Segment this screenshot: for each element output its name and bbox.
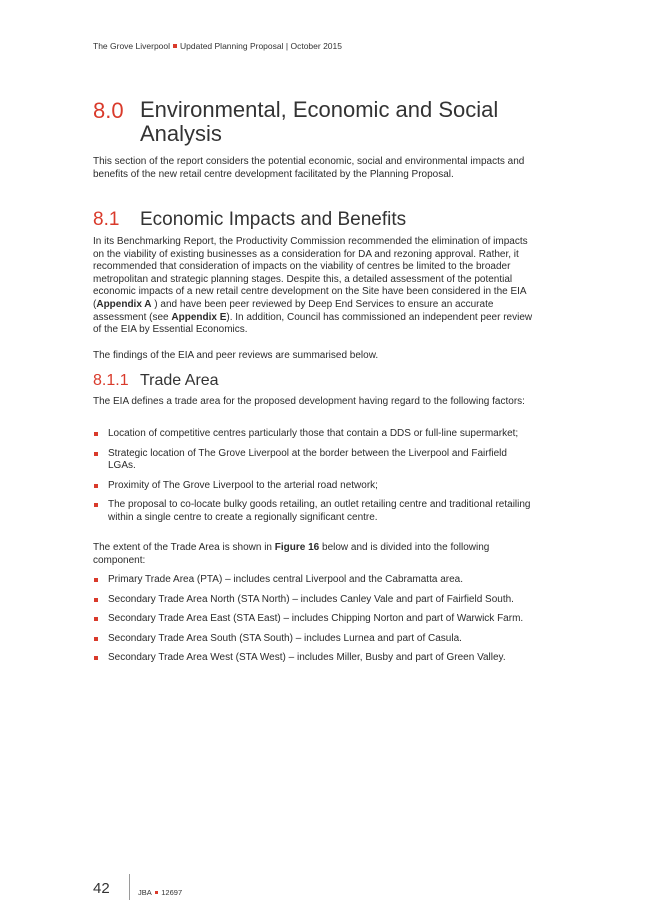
bullet-square-icon — [94, 432, 98, 436]
footer-divider — [129, 874, 130, 900]
bullet-square-icon — [94, 503, 98, 507]
page-number: 42 — [93, 880, 110, 897]
bullet-square-icon — [94, 578, 98, 582]
header-doc-title: The Grove Liverpool — [93, 41, 171, 51]
bullet-square-icon — [94, 484, 98, 488]
appendix-a-ref: Appendix A — [96, 298, 152, 310]
list-item-text: Strategic location of The Grove Liverpool at the border between the Liverpool and Fairfield LGAs. — [108, 447, 507, 472]
section-number: 8.0 — [93, 98, 124, 123]
list-item-text: Location of competitive centres particularly those that contain a DDS or full-line supermarket; — [108, 428, 519, 439]
list-item-text: Primary Trade Area (PTA) – includes central Liverpool and the Cabramatta area. — [108, 574, 463, 585]
list-item-text: Proximity of The Grove Liverpool to the arterial road network; — [108, 479, 378, 491]
section-title: Trade Area — [140, 372, 219, 389]
section-intro-paragraph: This section of the report considers the potential economic, social and environmental impacts and benefits of the new retail centre development facilitated by the Planning Proposal. — [93, 156, 525, 180]
list-item — [93, 480, 533, 493]
list-item — [93, 652, 533, 665]
trade-area-extent-paragraph — [93, 542, 533, 567]
list-item — [93, 574, 533, 587]
list-item — [93, 448, 533, 473]
text-run: below and is divided into the following component: — [93, 542, 490, 566]
text-run: ). In addition, Council has commissioned an independent peer review of the EIA by Essential Economics. — [93, 311, 533, 336]
list-item — [93, 499, 533, 524]
trade-area-intro-paragraph: The EIA defines a trade area for the proposed development having regard to the following factors: — [93, 396, 525, 407]
list-item — [93, 428, 533, 441]
list-item — [93, 613, 533, 626]
list-item — [93, 633, 533, 646]
list-item-text: Secondary Trade Area North (STA North) – includes Canley Vale and part of Fairfield South. — [108, 593, 514, 605]
company-name: JBA — [138, 888, 152, 897]
running-header — [93, 41, 342, 51]
text-run: ) and have been peer reviewed by Deep End Services to ensure an accurate assessment (see — [93, 298, 494, 323]
job-number: 12697 — [161, 888, 183, 897]
bullet-square-icon — [94, 656, 98, 660]
appendix-e-ref: Appendix E — [171, 311, 227, 323]
bullet-square-icon — [94, 452, 98, 456]
section-title: Environmental, Economic and Social Analysis — [140, 97, 499, 146]
list-item-text: Secondary Trade Area East (STA East) – includes Chipping Norton and part of Warwick Farm. — [108, 613, 524, 625]
footer-reference — [138, 888, 182, 897]
section-number: 8.1.1 — [93, 372, 129, 389]
figure-ref: Figure 16 — [274, 542, 320, 553]
header-doc-subtitle: Updated Planning Proposal — [180, 41, 284, 51]
bullet-square-icon — [94, 617, 98, 621]
bullet-dot-icon — [173, 44, 177, 48]
list-item — [93, 594, 533, 607]
header-date: October 2015 — [290, 41, 342, 51]
list-item-text: Secondary Trade Area South (STA South) – includes Lurnea and part of Casula. — [108, 632, 462, 644]
list-item-text: The proposal to co-locate bulky goods retailing, an outlet retailing centre and traditional retailing within a single centre to create a regionally significant centre. — [108, 499, 531, 523]
bullet-dot-icon — [155, 891, 159, 895]
section-number: 8.1 — [93, 209, 120, 230]
factors-list — [93, 428, 533, 532]
list-item-text: Secondary Trade Area West (STA West) – includes Miller, Busby and part of Green Valley. — [108, 652, 506, 664]
bullet-square-icon — [94, 637, 98, 641]
bullet-square-icon — [94, 598, 98, 602]
findings-paragraph: The findings of the EIA and peer reviews are summarised below. — [93, 350, 379, 361]
header-separator: | — [285, 41, 289, 51]
text-run: In its Benchmarking Report, the Productivity Commission recommended the elimination of impacts on the viability of existing businesses as a consideration for DA and rezoning approval. Rather, it recommended that consideration of impacts on the viability of centres be limited to the broader metropolitan and strategic planning stages. Despite this, a detailed assessment of the potential economic impacts of a new retail centre development on the Site have been considered in the EIA ( — [93, 236, 528, 310]
section-title: Economic Impacts and Benefits — [140, 209, 407, 230]
text-run: The extent of the Trade Area is shown in — [93, 542, 275, 553]
economic-impacts-paragraph — [93, 236, 533, 337]
components-list — [93, 574, 533, 672]
